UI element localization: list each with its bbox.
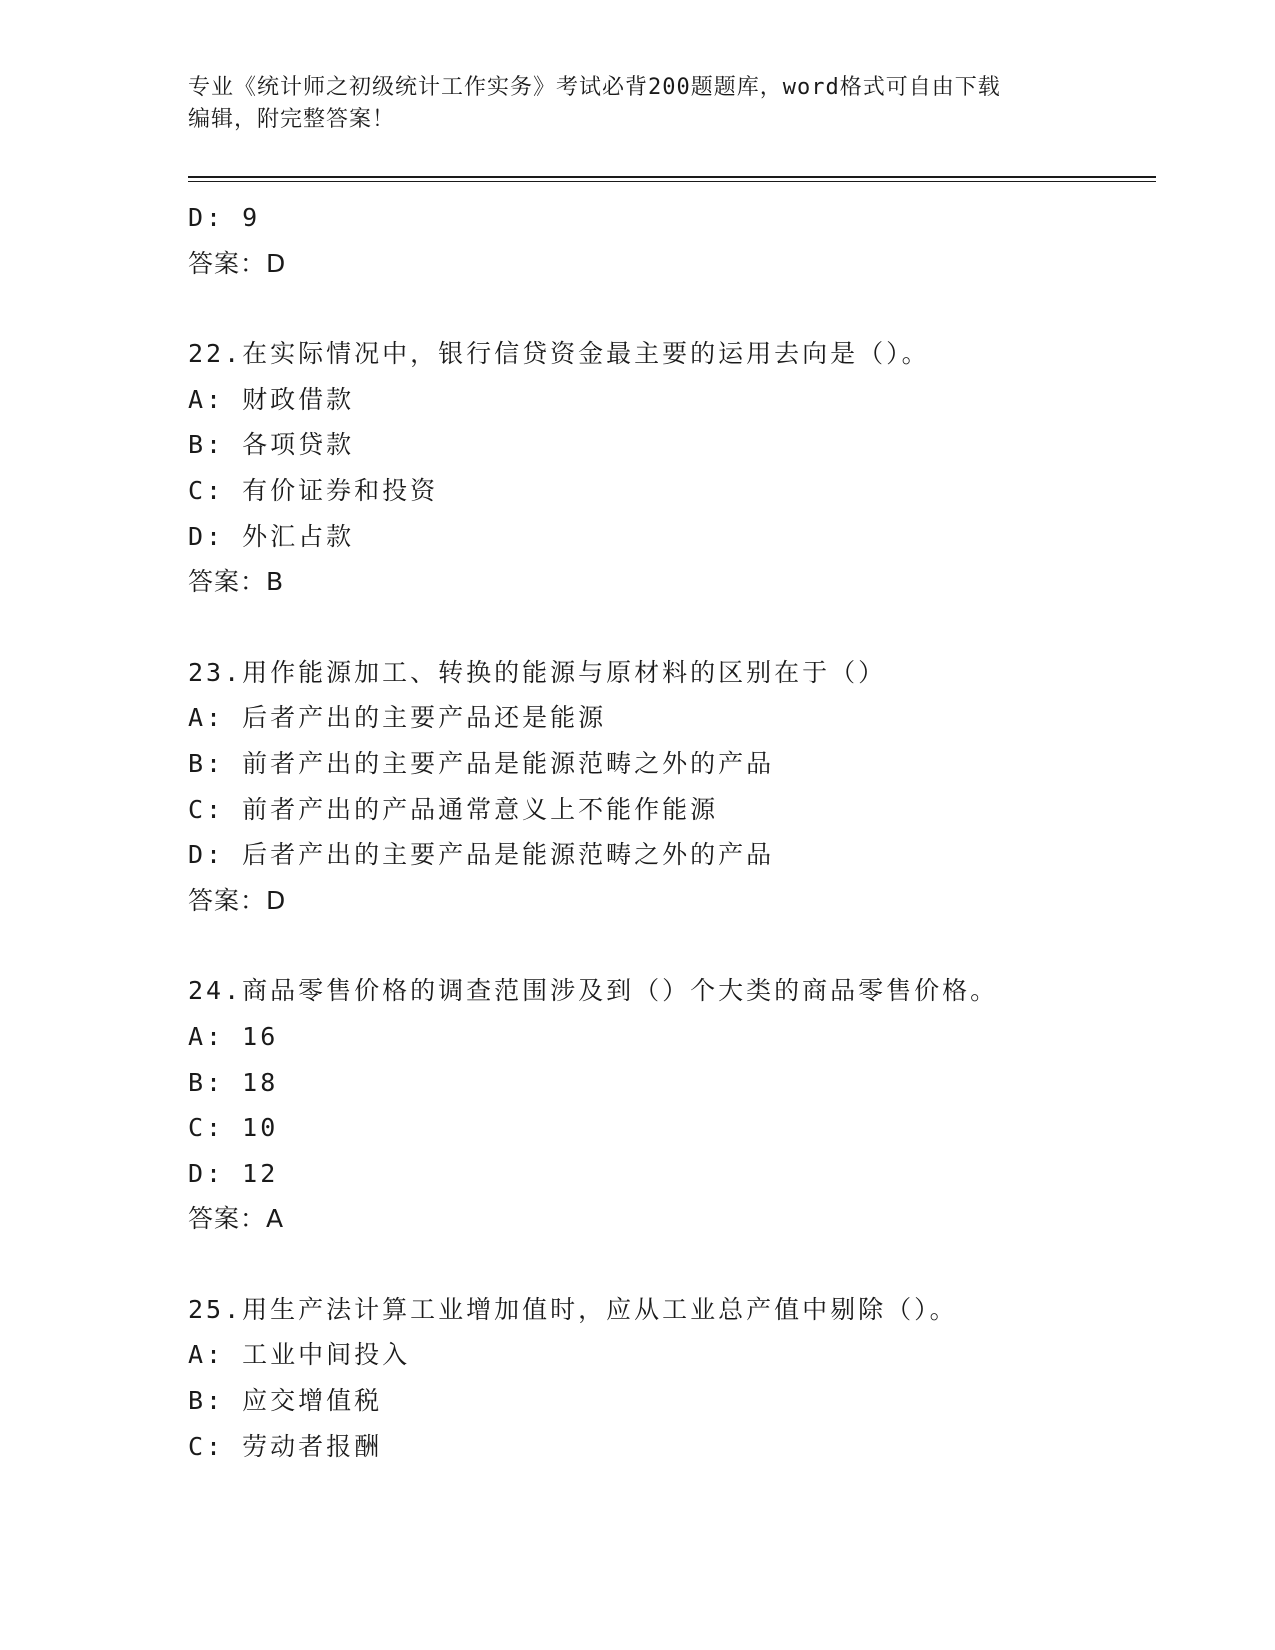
option-c: C: 10 — [188, 1113, 279, 1143]
answer-line: 答案：B — [188, 567, 285, 597]
answer-line: 答案：D — [188, 248, 287, 278]
answer-line: 答案：A — [188, 1204, 285, 1234]
answer-line: 答案：D — [188, 885, 287, 915]
option-d: D: 后者产出的主要产品是能源范畴之外的产品 — [188, 840, 775, 870]
option-c: C: 劳动者报酬 — [188, 1431, 383, 1461]
option-a: A: 后者产出的主要产品还是能源 — [188, 703, 607, 733]
document-header — [188, 72, 1088, 136]
header-title-line-1: 专业《统计师之初级统计工作实务》考试必背200题题库，word格式可自由下载 — [188, 75, 1001, 100]
question-24 — [188, 968, 1156, 1242]
option-a: A: 财政借款 — [188, 384, 355, 414]
question-fragment — [188, 195, 1156, 286]
question-25 — [188, 1287, 1156, 1469]
option-b: B: 各项贷款 — [188, 430, 355, 460]
question-23 — [188, 650, 1156, 924]
option-a: A: 工业中间投入 — [188, 1340, 411, 1370]
question-stem: 23.用作能源加工、转换的能源与原材料的区别在于（） — [188, 657, 887, 687]
header-divider-thin — [188, 181, 1156, 182]
option-d: D: 9 — [188, 203, 261, 232]
option-c: C: 有价证券和投资 — [188, 475, 439, 505]
header-divider — [188, 176, 1156, 178]
header-title-line-2: 编辑，附完整答案！ — [188, 107, 396, 132]
option-c: C: 前者产出的产品通常意义上不能作能源 — [188, 794, 719, 824]
option-b: B: 应交增值税 — [188, 1386, 383, 1416]
option-b: B: 前者产出的主要产品是能源范畴之外的产品 — [188, 748, 775, 778]
question-22 — [188, 331, 1156, 605]
option-d: D: 外汇占款 — [188, 521, 355, 551]
question-stem: 25.用生产法计算工业增加值时，应从工业总产值中剔除（）。 — [188, 1294, 958, 1324]
question-stem: 24.商品零售价格的调查范围涉及到（）个大类的商品零售价格。 — [188, 976, 999, 1006]
option-a: A: 16 — [188, 1021, 279, 1051]
question-stem: 22.在实际情况中，银行信贷资金最主要的运用去向是（）。 — [188, 339, 930, 369]
option-b: B: 18 — [188, 1067, 279, 1097]
question-list — [188, 195, 1156, 1469]
option-d: D: 12 — [188, 1158, 279, 1188]
